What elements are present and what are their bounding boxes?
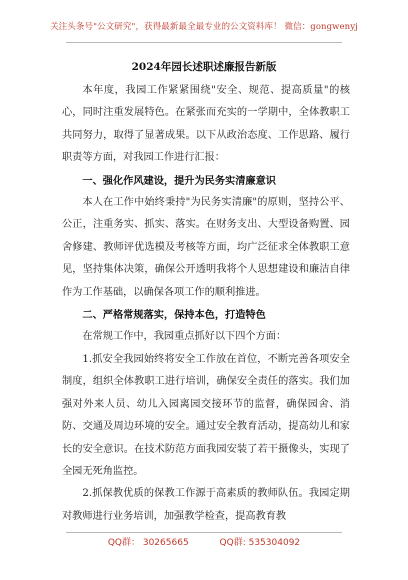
footer-divider [66,532,342,533]
intro-paragraph: 本年度，我园工作紧紧围绕"安全、规范、提高质量"的核心，同时注重发展特色。在紧张而充实的一学期中，全体教职工共同努力，取得了显著成果。以下从政治态度、工作思路、履行职责等方面，对我园工作进行汇报： [62,85,350,164]
document-body [62,80,350,528]
section-heading-1: 一、强化作风建设，提升为民务实清廉意识 [82,174,276,187]
section-2-intro-paragraph: 在常规工作中，我园重点抓好以下四个方面： [82,331,287,343]
teaching-paragraph: 2.抓保教优质的保教工作源于高素质的教师队伍。我园定期对教师进行业务培训，加强教学检查，提高教育教 [62,488,350,522]
section-heading-2: 二、严格常规落实，保持本色，打造特色 [82,309,266,322]
document-title: 2024年园长述职述廉报告新版 [131,61,277,73]
footer-contact [0,535,408,548]
safety-paragraph: 1.抓安全我园始终将安全工作放在首位，不断完善各项安全制度，组织全体教职工进行培训，确保安全责任的落实。我们加强对外来人员、幼儿入园离园交接环节的监督，确保园舍、消防、交通及周边环境的安全。通过安全教育活动，提高幼儿和家长的安全意识。在技术防范方面我园安装了若干摄像头，实现了全园无死角监控。 [62,353,350,477]
section-1-paragraph: 本人在工作中始终秉持"为民务实清廉"的原则，坚持公平、公正，注重务实、抓实、落实。在财务支出、大型设备购置、园舍修建、教师评优选模及考核等方面，均广泛征求全体教职工意见，坚持集体决策，确保公开透明我将个人思想建设和廉洁自律作为工作基础，以确保各项工作的顺利推进。 [62,197,350,298]
footer-qq-group-1: QQ群： 30265665 [107,538,189,548]
footer-qq-group-2: QQ群: 535304092 [219,538,301,548]
header-promo-note: 关注头条号"公文研究"，获得最新最全最专业的公文资料库！ 微信：gongwenyj [50,22,358,32]
header-divider [66,42,342,43]
